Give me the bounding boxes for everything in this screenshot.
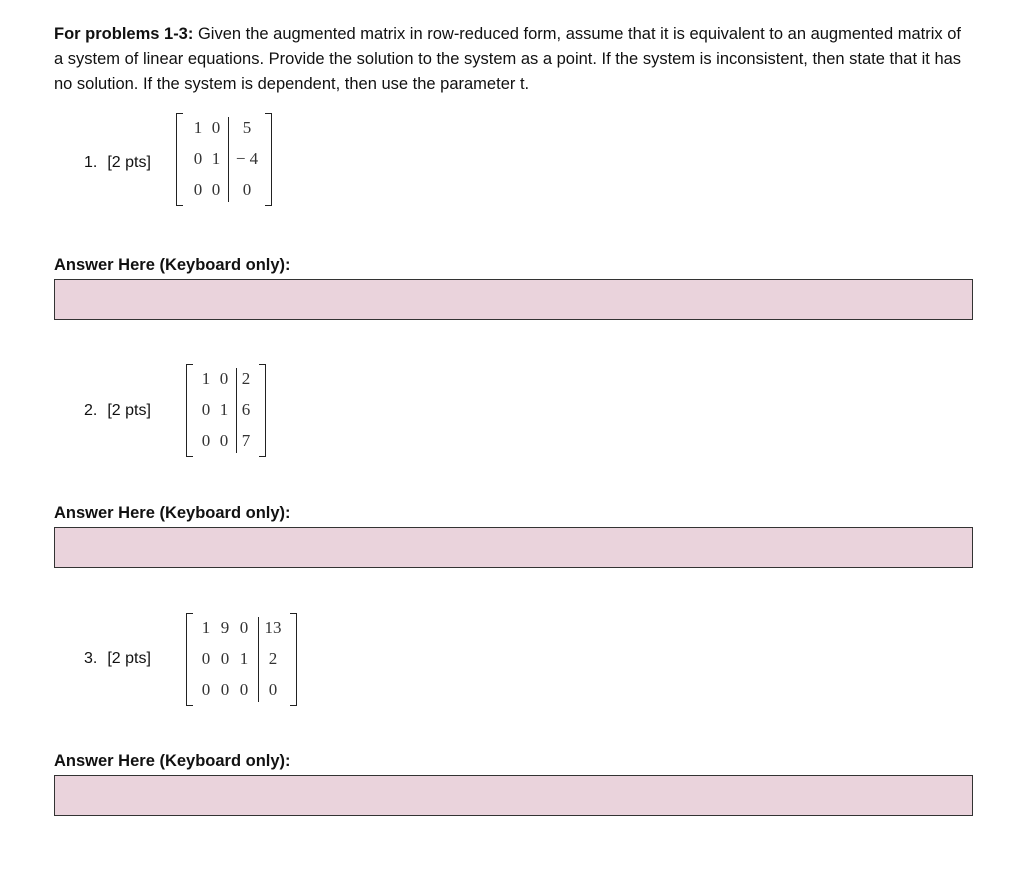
answer-3-label: Answer Here (Keyboard only): — [54, 752, 291, 770]
matrix-cell: 7 — [241, 431, 251, 450]
matrix-cell: 1 — [239, 649, 249, 668]
problem-3-number: 3. — [84, 650, 98, 667]
matrix-cell: 0 — [239, 618, 249, 637]
matrix-row — [176, 175, 272, 205]
instructions-paragraph — [54, 22, 974, 97]
matrix-cell: 0 — [239, 680, 249, 699]
matrix-cell: 1 — [219, 400, 229, 419]
matrix-cell: 13 — [264, 618, 282, 637]
problem-2-number: 2. — [84, 402, 98, 419]
matrix-cell: 0 — [201, 680, 211, 699]
problem-1-points: [2 pts] — [107, 154, 151, 171]
matrix-cell: 0 — [193, 180, 203, 199]
matrix-cell: 2 — [241, 369, 251, 388]
matrix-row — [186, 395, 266, 425]
matrix-cell: 0 — [219, 369, 229, 388]
instructions-heading: For problems 1-3: — [54, 25, 194, 43]
matrix-cell: 5 — [242, 118, 252, 137]
matrix-row — [186, 675, 297, 705]
matrix-cell: 0 — [193, 149, 203, 168]
matrix-cell: 0 — [201, 431, 211, 450]
instructions-text: Given the augmented matrix in row-reduced form, assume that it is equivalent to an augmented matrix of a system of linear equations. Provide the solution to the system as a point. If the system is inconsistent, then state that it has no solution. If the system is dependent, then use the parameter t. — [54, 25, 962, 93]
problem-2-label — [84, 401, 151, 421]
problem-2-matrix — [186, 364, 266, 457]
answer-2-label: Answer Here (Keyboard only): — [54, 504, 291, 522]
answer-3-input[interactable] — [54, 775, 973, 816]
matrix-cell: 6 — [241, 400, 251, 419]
problem-1-label — [84, 153, 151, 173]
problem-3-points: [2 pts] — [107, 650, 151, 667]
problem-1-number: 1. — [84, 154, 98, 171]
matrix-row — [186, 426, 266, 456]
matrix-cell: 2 — [268, 649, 278, 668]
matrix-cell: 0 — [211, 180, 221, 199]
matrix-cell: 0 — [220, 649, 230, 668]
matrix-cell: 0 — [201, 649, 211, 668]
matrix-cell: 0 — [242, 180, 252, 199]
matrix-cell: 0 — [268, 680, 278, 699]
matrix-cell: 1 — [211, 149, 221, 168]
matrix-cell: 1 — [201, 618, 211, 637]
matrix-row — [186, 364, 266, 394]
matrix-cell: 9 — [220, 618, 230, 637]
matrix-row — [186, 644, 297, 674]
problem-1-matrix — [176, 113, 272, 206]
answer-2-input[interactable] — [54, 527, 973, 568]
matrix-cell: 0 — [201, 400, 211, 419]
matrix-cell: 0 — [219, 431, 229, 450]
matrix-cell: 1 — [193, 118, 203, 137]
matrix-row — [186, 613, 297, 643]
answer-1-label: Answer Here (Keyboard only): — [54, 256, 291, 274]
answer-1-input[interactable] — [54, 279, 973, 320]
problem-3-label — [84, 649, 151, 669]
matrix-cell: 1 — [201, 369, 211, 388]
matrix-cell: 0 — [211, 118, 221, 137]
matrix-row — [176, 113, 272, 143]
matrix-row — [176, 144, 272, 174]
matrix-cell: − 4 — [235, 149, 259, 168]
problem-3-matrix — [186, 613, 297, 706]
problem-2-points: [2 pts] — [107, 402, 151, 419]
matrix-cell: 0 — [220, 680, 230, 699]
